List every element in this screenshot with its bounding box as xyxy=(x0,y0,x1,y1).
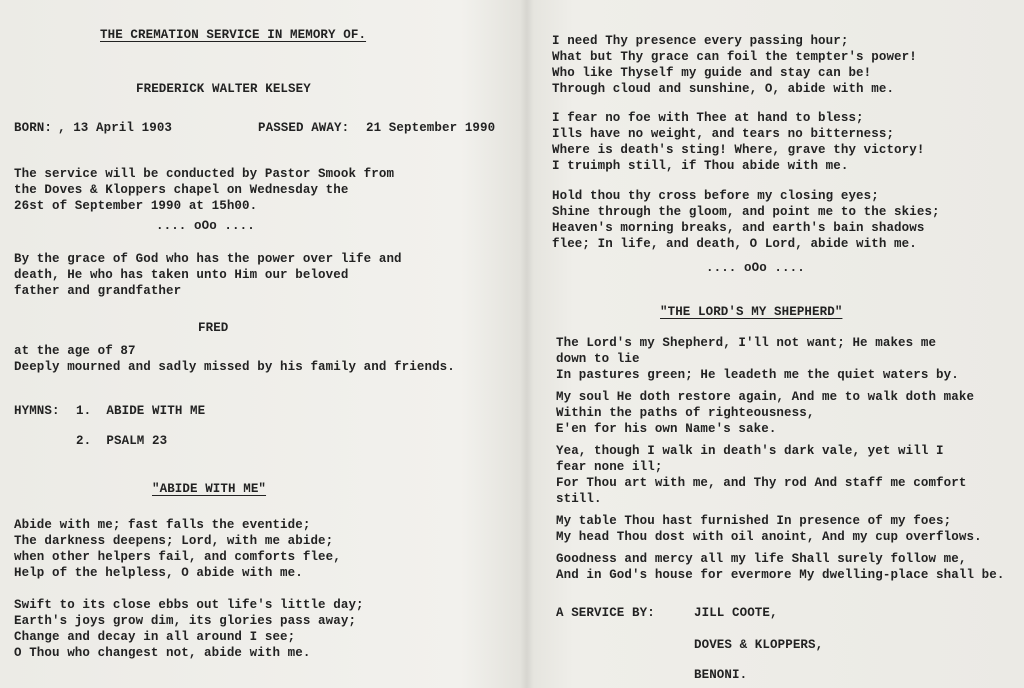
passed-label: PASSED AWAY: xyxy=(258,121,350,135)
service-by-line: JILL COOTE, xyxy=(694,606,778,620)
verse-line: My table Thou hast furnished In presence of my foes; xyxy=(556,514,952,528)
verse-line: Hold thou thy cross before my closing eyes; xyxy=(552,189,879,203)
service-line: 26st of September 1990 at 15h00. xyxy=(14,199,258,213)
service-by-line: BENONI. xyxy=(694,668,748,682)
abide-title: "ABIDE WITH ME" xyxy=(152,482,267,496)
verse-line: Where is death's sting! Where, grave thy victory! xyxy=(552,143,925,157)
separator: .... oOo .... xyxy=(706,261,805,275)
verse-line: down to lie xyxy=(556,352,640,366)
verse-line: Within the paths of righteousness, xyxy=(556,406,815,420)
verse-line: Ills have no weight, and tears no bitterness; xyxy=(552,127,895,141)
verse-line: Heaven's morning breaks, and earth's bain shadows xyxy=(552,221,925,235)
psalm-title: "THE LORD'S MY SHEPHERD" xyxy=(660,305,843,319)
separator: .... oOo .... xyxy=(156,219,255,233)
service-line: The service will be conducted by Pastor Smook from xyxy=(14,167,395,181)
verse-line: flee; In life, and death, O Lord, abide with me. xyxy=(552,237,917,251)
page-fold xyxy=(520,0,534,688)
verse-line: still. xyxy=(556,492,602,506)
service-by-line: DOVES & KLOPPERS, xyxy=(694,638,824,652)
verse-line: Change and decay in all around I see; xyxy=(14,630,296,644)
verse-line: Who like Thyself my guide and stay can be! xyxy=(552,66,872,80)
verse-line: The darkness deepens; Lord, with me abide; xyxy=(14,534,334,548)
verse-line: In pastures green; He leadeth me the quiet waters by. xyxy=(556,368,959,382)
grace-line: death, He who has taken unto Him our beloved xyxy=(14,268,349,282)
verse-line: My soul He doth restore again, And me to walk doth make xyxy=(556,390,975,404)
passed-date: 21 September 1990 xyxy=(366,121,496,135)
verse-line: I truimph still, if Thou abide with me. xyxy=(552,159,849,173)
verse-line: I need Thy presence every passing hour; xyxy=(552,34,849,48)
verse-line: when other helpers fail, and comforts flee, xyxy=(14,550,341,564)
verse-line: E'en for his own Name's sake. xyxy=(556,422,777,436)
verse-line: Help of the helpless, O abide with me. xyxy=(14,566,303,580)
verse-line: And in God's house for evermore My dwelling-place shall be. xyxy=(556,568,1005,582)
verse-line: Earth's joys grow dim, its glories pass away; xyxy=(14,614,357,628)
verse-line: What but Thy grace can foil the tempter's power! xyxy=(552,50,917,64)
grace-line: By the grace of God who has the power over life and xyxy=(14,252,402,266)
document-title: THE CREMATION SERVICE IN MEMORY OF. xyxy=(100,28,367,42)
verse-line: fear none ill; xyxy=(556,460,663,474)
verse-line: My head Thou dost with oil anoint, And my cup overflows. xyxy=(556,530,982,544)
grace-line: father and grandfather xyxy=(14,284,182,298)
verse-line: Goodness and mercy all my life Shall surely follow me, xyxy=(556,552,967,566)
deceased-name: FREDERICK WALTER KELSEY xyxy=(136,82,311,96)
verse-line: Abide with me; fast falls the eventide; xyxy=(14,518,311,532)
verse-line: The Lord's my Shepherd, I'll not want; He makes me xyxy=(556,336,937,350)
mourned-line: Deeply mourned and sadly missed by his family and friends. xyxy=(14,360,455,374)
hymn-item: 1. ABIDE WITH ME xyxy=(76,404,206,418)
verse-line: For Thou art with me, and Thy rod And staff me comfort xyxy=(556,476,967,490)
hymn-item: 2. PSALM 23 xyxy=(76,434,168,448)
hymns-label: HYMNS: xyxy=(14,404,60,418)
verse-line: Yea, though I walk in death's dark vale, yet will I xyxy=(556,444,944,458)
verse-line: Swift to its close ebbs out life's little day; xyxy=(14,598,364,612)
born-label: BORN: xyxy=(14,121,53,135)
verse-line: I fear no foe with Thee at hand to bless; xyxy=(552,111,864,125)
born-date: , 13 April 1903 xyxy=(58,121,173,135)
service-line: the Doves & Kloppers chapel on Wednesday the xyxy=(14,183,349,197)
nickname: FRED xyxy=(198,321,229,335)
verse-line: O Thou who changest not, abide with me. xyxy=(14,646,311,660)
service-by-label: A SERVICE BY: xyxy=(556,606,655,620)
age-line: at the age of 87 xyxy=(14,344,136,358)
verse-line: Through cloud and sunshine, O, abide with me. xyxy=(552,82,895,96)
verse-line: Shine through the gloom, and point me to the skies; xyxy=(552,205,940,219)
